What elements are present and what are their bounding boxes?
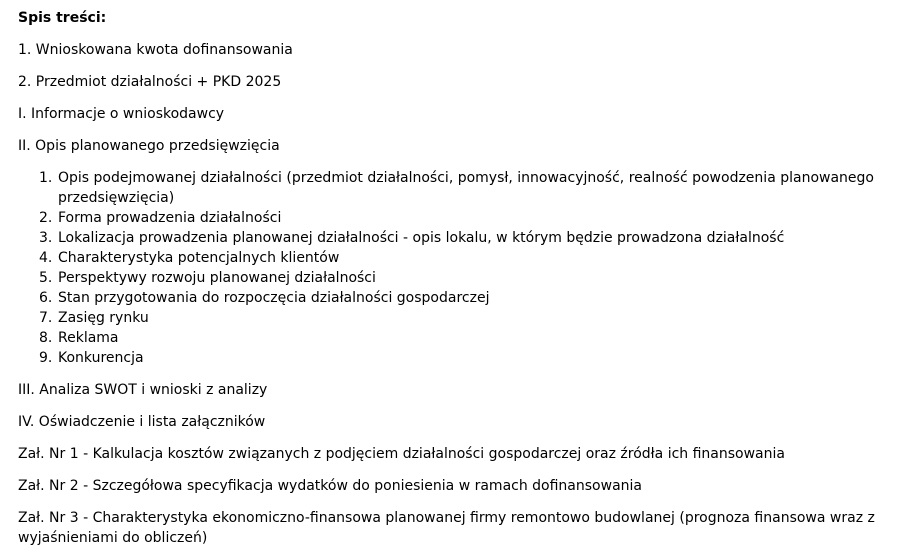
toc-subitem bbox=[39, 308, 900, 328]
toc-subitem-text: Stan przygotowania do rozpoczęcia działalności gospodarczej bbox=[58, 290, 490, 306]
toc-subitem-text: Opis podejmowanej działalności (przedmiot działalności, pomysł, innowacyjność, realność powodzenia planowanego przedsięwzięcia) bbox=[58, 170, 874, 206]
toc-subitem-text: Lokalizacja prowadzenia planowanej działalności - opis lokalu, w którym będzie prowadzona działalność bbox=[58, 230, 785, 246]
toc-subitem-text: Konkurencja bbox=[58, 350, 144, 366]
toc-subitem bbox=[39, 168, 900, 208]
toc-subitem-number: 5. bbox=[39, 270, 53, 286]
toc-subitem-number: 9. bbox=[39, 350, 53, 366]
toc-item: II. Opis planowanego przedsięwzięcia bbox=[18, 138, 280, 154]
toc-subitem-number: 7. bbox=[39, 310, 53, 326]
toc-title: Spis treści: bbox=[18, 10, 107, 26]
toc-item: 2. Przedmiot działalności + PKD 2025 bbox=[18, 74, 282, 90]
toc-subitem bbox=[39, 248, 900, 268]
toc-subitem bbox=[39, 288, 900, 308]
toc-subitem-number: 3. bbox=[39, 230, 53, 246]
toc-subitem-number: 8. bbox=[39, 330, 53, 346]
toc-subitem-text: Forma prowadzenia działalności bbox=[58, 210, 282, 226]
toc-subitem-text: Zasięg rynku bbox=[58, 310, 149, 326]
toc-item: I. Informacje o wnioskodawcy bbox=[18, 106, 225, 122]
toc-subitem-number: 2. bbox=[39, 210, 53, 226]
toc-sublist bbox=[18, 168, 900, 368]
toc-subitem-text: Charakterystyka potencjalnych klientów bbox=[58, 250, 340, 266]
toc-item: III. Analiza SWOT i wnioski z analizy bbox=[18, 382, 268, 398]
toc-subitem-number: 6. bbox=[39, 290, 53, 306]
toc-item: IV. Oświadczenie i lista załączników bbox=[18, 414, 266, 430]
toc-subitem-text: Perspektywy rozwoju planowanej działalności bbox=[58, 270, 376, 286]
toc-subitem bbox=[39, 348, 900, 368]
toc-subitem bbox=[39, 328, 900, 348]
toc-subitem-text: Reklama bbox=[58, 330, 119, 346]
toc-subitem bbox=[39, 208, 900, 228]
toc-subitem-number: 4. bbox=[39, 250, 53, 266]
toc-subitem-number: 1. bbox=[39, 170, 53, 186]
toc-item: 1. Wnioskowana kwota dofinansowania bbox=[18, 42, 293, 58]
toc-item: Zał. Nr 2 - Szczegółowa specyfikacja wydatków do poniesienia w ramach dofinansowania bbox=[18, 478, 642, 494]
toc-subitem bbox=[39, 228, 900, 248]
toc-item: Zał. Nr 3 - Charakterystyka ekonomiczno-finansowa planowanej firmy remontowo budowlanej (prognoza finansowa wraz z wyjaśnieniami do obliczeń) bbox=[18, 510, 875, 546]
toc-subitem bbox=[39, 268, 900, 288]
toc-item: Zał. Nr 1 - Kalkulacja kosztów związanych z podjęciem działalności gospodarczej oraz źródła ich finansowania bbox=[18, 446, 785, 462]
